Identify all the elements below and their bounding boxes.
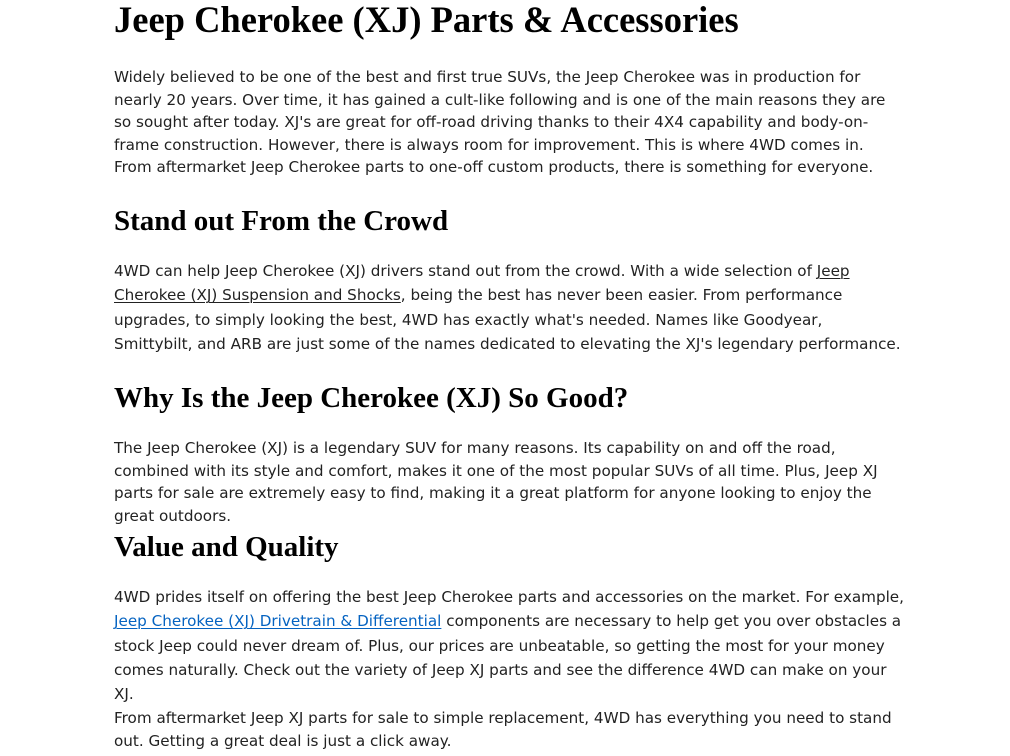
stand-out-paragraph	[114, 259, 904, 356]
section-heading-stand-out: Stand out From the Crowd	[114, 205, 449, 237]
value-quality-text-before: 4WD prides itself on offering the best Jeep Cherokee parts and accessories on the market. For example,	[114, 588, 904, 606]
stand-out-text-before: 4WD can help Jeep Cherokee (XJ) drivers stand out from the crowd. With a wide selection of	[114, 262, 817, 280]
why-good-paragraph: The Jeep Cherokee (XJ) is a legendary SUV for many reasons. Its capability on and off the road, combined with its style and comfort, makes it one of the most popular SUVs of all time. Plus, Jeep XJ parts for sale are extremely easy to find, making it a great platform for anyone looking to enjoy the great outdoors.	[114, 439, 878, 525]
intro-paragraph: Widely believed to be one of the best and first true SUVs, the Jeep Cherokee was in production for nearly 20 years. Over time, it has gained a cult-like following and is one of the main reasons they are so sought after today. XJ's are great for off-road driving thanks to their 4X4 capability and body-on-frame construction. However, there is always room for improvement. This is where 4WD comes in. From aftermarket Jeep Cherokee parts to one-off custom products, there is something for everyone.	[114, 68, 886, 177]
page-title: Jeep Cherokee (XJ) Parts & Accessories	[114, 0, 739, 40]
value-quality-text-after: components are necessary to help get you over obstacles a stock Jeep could never dream of. Plus, our prices are unbeatable, so getting the most for your money comes naturally. Check out the variety of Jeep XJ parts and see the difference 4WD can make on your XJ.	[114, 612, 902, 704]
closing-paragraph: From aftermarket Jeep XJ parts for sale to simple replacement, 4WD has everything you need to stand out. Getting a great deal is just a click away.	[114, 709, 892, 750]
value-quality-paragraph	[114, 585, 904, 706]
section-heading-why-good: Why Is the Jeep Cherokee (XJ) So Good?	[114, 382, 629, 414]
suspension-shocks-link[interactable]: Jeep Cherokee (XJ) Suspension and Shocks	[114, 262, 850, 305]
drivetrain-differential-link[interactable]: Jeep Cherokee (XJ) Drivetrain & Differential	[114, 612, 442, 631]
stand-out-text-after: , being the best has never been easier. From performance upgrades, to simply looking the best, 4WD has exactly what's needed. Names like Goodyear, Smittybilt, and ARB are just some of the names dedicated to elevating the XJ's legendary performance.	[114, 286, 901, 353]
section-heading-value-quality: Value and Quality	[114, 531, 339, 563]
